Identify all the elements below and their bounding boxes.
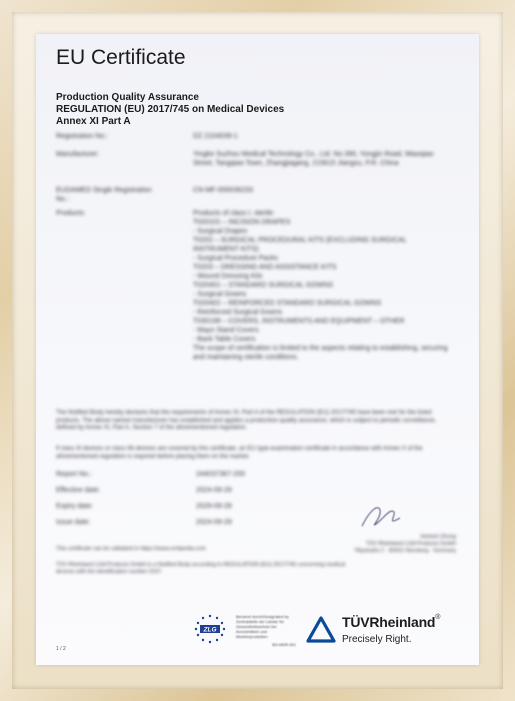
product-line: - Wound Dressing Kits [193, 273, 263, 280]
signatory-block [296, 534, 456, 555]
product-line: T0202 – SURGICAL PROCEDURAL KITS (EXCLUDING SURGICAL INSTRUMENT KITS) [193, 237, 407, 253]
report-label: Effective date: [56, 487, 101, 494]
product-line: - Back Table Covers [193, 336, 256, 343]
field-value: DZ 2104039-1 [193, 133, 238, 140]
zlg-code: BS-MDR-001 [272, 642, 296, 647]
zlg-abbr: ZLG [203, 626, 217, 634]
field-label: EUDAMED Single Registration No.: [56, 187, 152, 203]
report-label: Issue date: [56, 519, 91, 526]
product-line: - Surgical Procedure Packs [193, 255, 278, 262]
field-label: Registration No.: [56, 133, 109, 140]
validity-note: This certificate can be validated in https://www.certipedia.com [56, 546, 206, 552]
signatory-address: Tillystraße 2 · 90431 Nürnberg · Germany [354, 548, 456, 554]
product-line: - Mayo Stand Covers [193, 327, 259, 334]
product-line: - Surgical Drapes [193, 228, 248, 235]
product-line: T0203 – DRESSING AND ASSISTANCE KITS [193, 264, 337, 271]
report-label: Expiry date: [56, 503, 93, 510]
scheme-title: Production Quality Assurance [56, 92, 199, 103]
report-value: 2024-09-29 [196, 519, 232, 526]
certificate-title: EU Certificate [56, 46, 186, 69]
product-line: Products of class I, sterile: [193, 210, 275, 217]
product-line: T020101 – INCISION DRAPES [193, 219, 291, 226]
report-value: 2024-09-29 [196, 487, 232, 494]
report-value: 2029-09-28 [196, 503, 232, 510]
zlg-text: Benannt durch/Designated by Zentralstelle der Länder für Gesundheitsschutz bei Arzneimitteln und Medizinprodukten [236, 614, 289, 639]
regulation-title: REGULATION (EU) 2017/745 on Medical Devices [56, 104, 285, 115]
zlg-caption [236, 614, 296, 647]
certificate-sheet [36, 34, 479, 665]
field-label: Manufacturer: [56, 151, 100, 158]
field-value: Yingke Suzhou Medical Technology Co., Ltd. No.390, Yongjin Road, Miaoqiao Street, Tangqiao Town, Zhangjiagang, 215615 Jiangsu, P.R. China [193, 151, 434, 167]
field-value: CN-MF-000036233 [193, 187, 253, 194]
signatory-name: Herbert Zhong [420, 534, 456, 540]
declaration-paragraph-2: If class III devices or class IIb devices are covered by this certificate, an EU type-examination certificate in accordance with Annex X of the aforementioned regulation is required before placing them on the market. [56, 446, 423, 460]
declaration-paragraph: The Notified Body hereby declares that the requirements of Annex XI, Part A of the REGULATION (EU) 2017/745 have been met for the listed products. The above named manufacturer has established and applies a production quality assurance, which is subject to periodic surveillance, defined by Annex XI, Part A, Section 7 of the aforementioned regulation. [56, 410, 437, 431]
page-number: 1 / 2 [56, 646, 66, 652]
product-line: - Surgical Gowns [193, 291, 247, 298]
brand-name: TÜVRheinland® [342, 614, 441, 630]
annex-title: Annex XI Part A [56, 116, 131, 127]
report-value: 244037367-200 [196, 471, 246, 478]
zlg-seal-icon [186, 612, 234, 646]
notified-body-note: TÜV Rheinland LGA Products GmbH is a Notified Body according to REGULATION (EU) 2017/745 concerning medical devices with the identification number 0197. [56, 562, 346, 575]
product-line: T020402 – REINFORCED STANDARD SURGICAL GOWNS [193, 300, 382, 307]
signature [356, 500, 406, 534]
products-list [193, 209, 448, 362]
tuv-logo [306, 612, 456, 652]
triangle-logo-icon [306, 616, 336, 644]
report-label: Report No.: [56, 471, 92, 478]
signatory-company: TÜV Rheinland LGA Products GmbH [365, 541, 456, 547]
products-label: Products: [56, 210, 86, 217]
brand-tagline: Precisely Right. [342, 634, 412, 645]
product-line: The scope of certification is limited to the aspects relating to establishing, securing and maintaining sterile conditions. [193, 345, 448, 361]
product-line: T020401 – STANDARD SURGICAL GOWNS [193, 282, 334, 289]
product-line: - Reinforced Surgical Gowns [193, 309, 283, 316]
product-line: T030199 – COVERS, INSTRUMENTS AND EQUIPMENT – OTHER [193, 318, 405, 325]
